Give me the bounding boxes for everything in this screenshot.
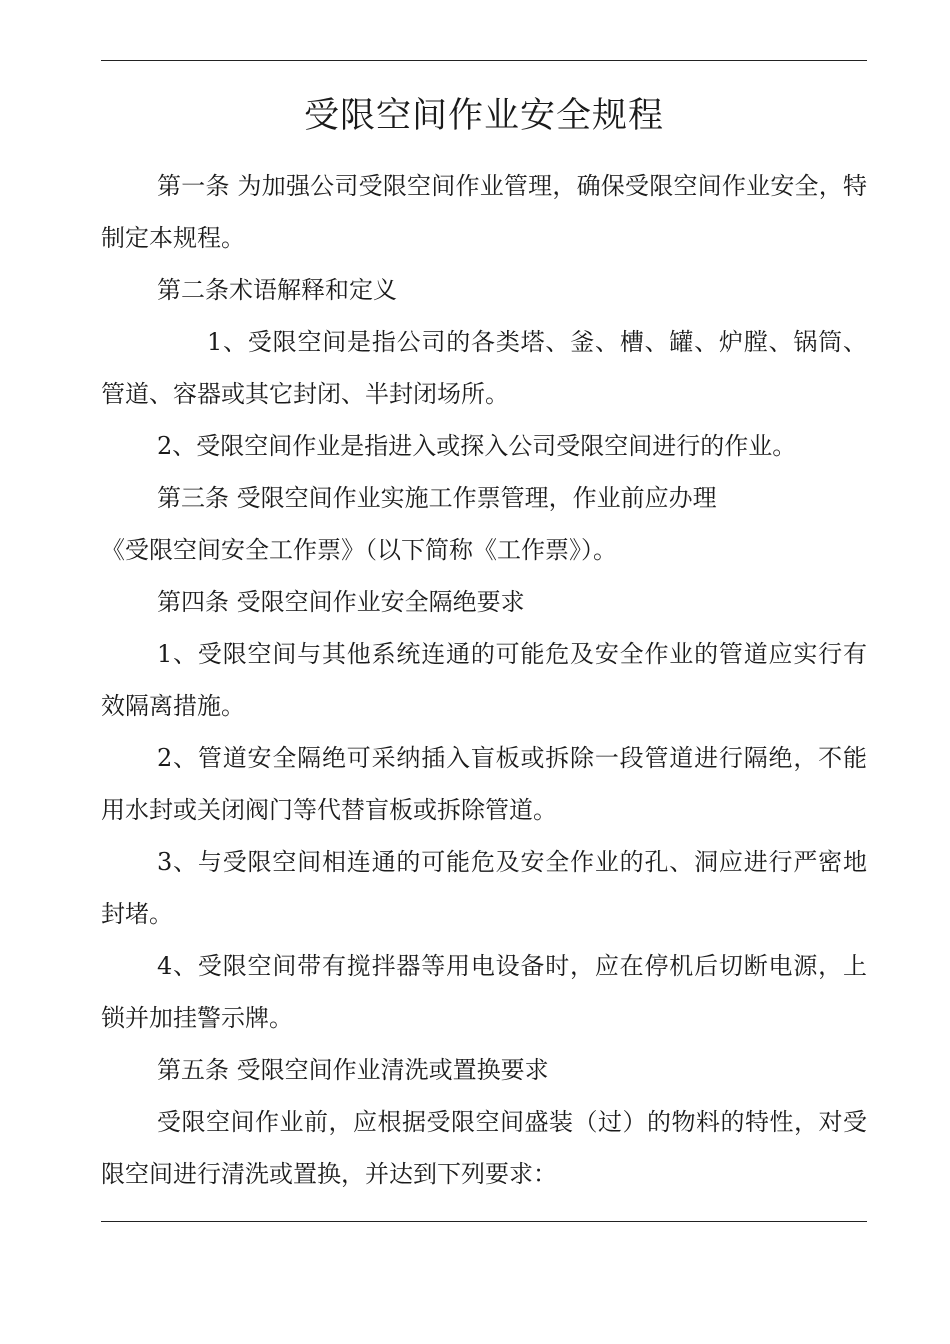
- paragraph-definition-2: 2、受限空间作业是指进入或探入公司受限空间进行的作业。: [157, 432, 797, 460]
- paragraph-isolation-4: 4、受限空间带有搅拌器等用电设备时，应在停机后切断电源，上锁并加挂警示牌。: [101, 952, 867, 1032]
- paragraph-article-3-continued: 《受限空间安全工作票》（以下简称《工作票》）。: [101, 536, 617, 564]
- paragraph-article-5-heading: 第五条 受限空间作业清洗或置换要求: [157, 1056, 549, 1084]
- paragraph-article-3: 第三条 受限空间作业实施工作票管理，作业前应办理: [157, 484, 717, 512]
- paragraph-article-4-heading: 第四条 受限空间作业安全隔绝要求: [157, 588, 525, 616]
- document-title: 受限空间作业安全规程: [303, 96, 664, 136]
- paragraph-article-5-body: 受限空间作业前，应根据受限空间盛装（过）的物料的特性，对受限空间进行清洗或置换，并达到下列要求：: [101, 1108, 867, 1188]
- paragraph-isolation-1: 1、受限空间与其他系统连通的可能危及安全作业的管道应实行有效隔离措施。: [101, 640, 867, 720]
- bottom-rule: [101, 1221, 867, 1222]
- paragraph-isolation-2: 2、管道安全隔绝可采纳插入盲板或拆除一段管道进行隔绝，不能用水封或关闭阀门等代替盲板或拆除管道。: [101, 744, 867, 824]
- document-body: [101, 160, 867, 1200]
- paragraph-article-1: 第一条 为加强公司受限空间作业管理，确保受限空间作业安全，特制定本规程。: [101, 172, 867, 252]
- top-rule: [101, 60, 867, 61]
- paragraph-isolation-3: 3、与受限空间相连通的可能危及安全作业的孔、洞应进行严密地封堵。: [101, 848, 867, 928]
- paragraph-definition-1: 1、受限空间是指公司的各类塔、釜、槽、罐、炉膛、锅筒、管道、容器或其它封闭、半封闭场所。: [101, 328, 867, 408]
- paragraph-article-2-heading: 第二条术语解释和定义: [157, 276, 397, 304]
